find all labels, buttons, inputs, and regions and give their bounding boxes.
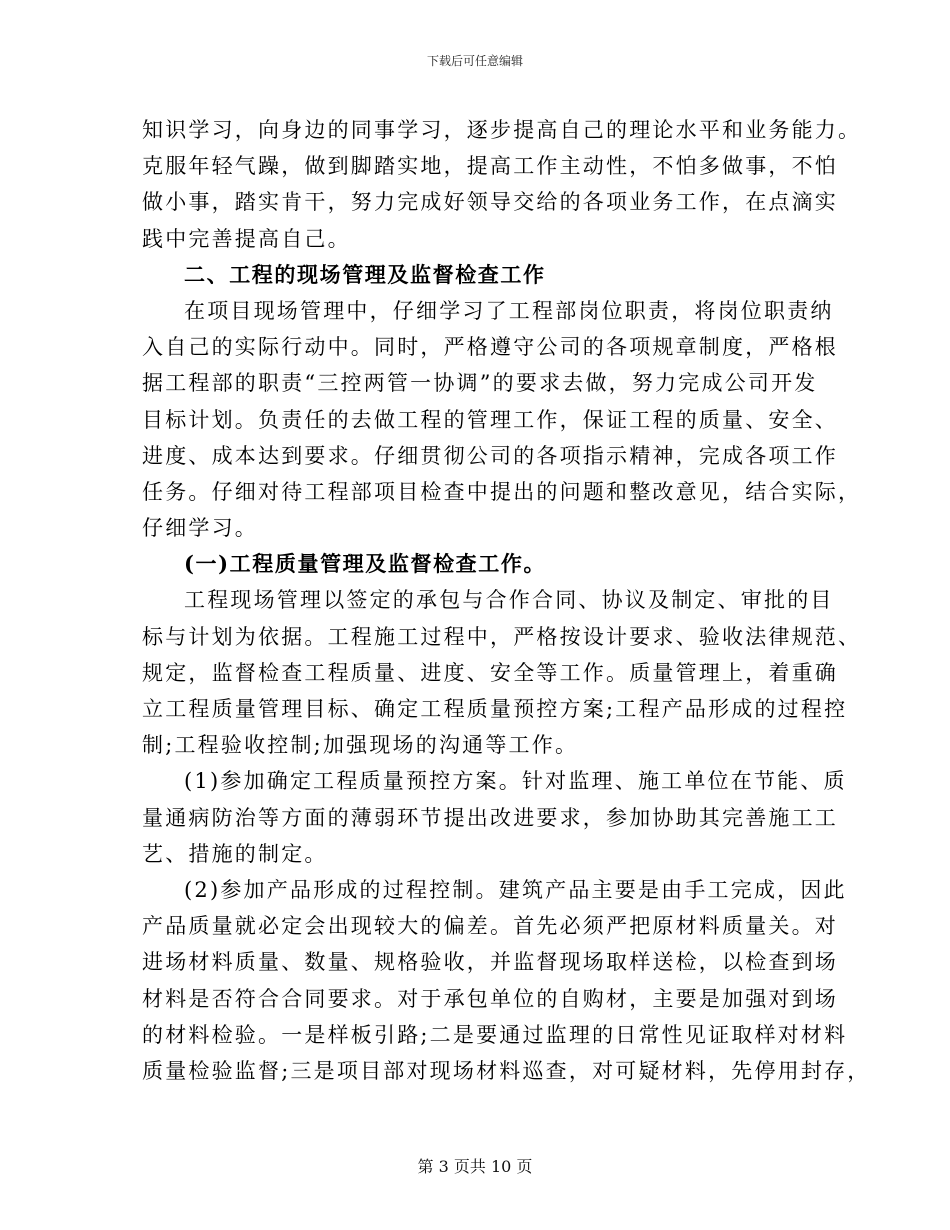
text-line: 产品质量就必定会出现较大的偏差。首先必须严把原材料质量关。对 bbox=[142, 914, 838, 939]
text-line: 制;工程验收控制;加强现场的沟通等工作。 bbox=[142, 733, 579, 758]
text-line: 规定，监督检查工程质量、进度、安全等工作。质量管理上，着重确 bbox=[142, 660, 838, 685]
section-heading: 二、工程的现场管理及监督检查工作 bbox=[184, 261, 546, 287]
text-line: 克服年轻气躁，做到脚踏实地，提高工作主动性，不怕多做事，不怕 bbox=[142, 154, 838, 179]
text-line: 任务。仔细对待工程部项目检查中提出的问题和整改意见，结合实际， bbox=[142, 479, 862, 504]
text-line: 在项目现场管理中，仔细学习了工程部岗位职责，将岗位职责纳 bbox=[184, 298, 834, 323]
text-line: 仔细学习。 bbox=[142, 516, 258, 541]
text-line: (2)参加产品形成的过程控制。建筑产品主要是由手工完成，因此 bbox=[184, 877, 847, 902]
page-number: 第 3 页共 10 页 bbox=[417, 1157, 533, 1176]
text-line: 入自己的实际行动中。同时，严格遵守公司的各项规章制度，严格根 bbox=[142, 335, 838, 360]
text-line: 立工程质量管理目标、确定工程质量预控方案;工程产品形成的过程控 bbox=[142, 697, 848, 721]
text-line: 据工程部的职责“三控两管一协调”的要求去做，努力完成公司开发 bbox=[142, 371, 818, 396]
text-line: 工程现场管理以签定的承包与合作合同、协议及制定、审批的目 bbox=[184, 588, 834, 613]
text-line: 知识学习，向身边的同事学习，逐步提高自己的理论水平和业务能力。 bbox=[142, 118, 862, 142]
section-heading: (一)工程质量管理及监督检查工作。 bbox=[184, 551, 547, 577]
text-line: 艺、措施的制定。 bbox=[142, 841, 328, 866]
text-line: 的材料检验。一是样板引路;二是要通过监理的日常性见证取样对材料 bbox=[142, 1022, 848, 1047]
text-line: (1)参加确定工程质量预控方案。针对监理、施工单位在节能、质 bbox=[184, 769, 847, 794]
text-line: 目标计划。负责任的去做工程的管理工作，保证工程的质量、安全、 bbox=[142, 407, 838, 432]
text-line: 量通病防治等方面的薄弱环节提出改进要求，参加协助其完善施工工 bbox=[142, 805, 838, 830]
text-line: 践中完善提高自己。 bbox=[142, 226, 351, 251]
text-line: 质量检验监督;三是项目部对现场材料巡查，对可疑材料，先停用封存， bbox=[142, 1058, 871, 1083]
text-line: 进度、成本达到要求。仔细贯彻公司的各项指示精神，完成各项工作 bbox=[142, 443, 838, 468]
text-line: 进场材料质量、数量、规格验收，并监督现场取样送检，以检查到场 bbox=[142, 950, 838, 975]
document-body bbox=[142, 112, 871, 1089]
page-header: 下载后可任意编辑 bbox=[426, 54, 523, 68]
text-line: 做小事，踏实肯干，努力完成好领导交给的各项业务工作，在点滴实 bbox=[142, 190, 838, 215]
text-line: 标与计划为依据。工程施工过程中，严格按设计要求、验收法律规范、 bbox=[142, 624, 862, 649]
text-line: 材料是否符合合同要求。对于承包单位的自购材，主要是加强对到场 bbox=[142, 986, 838, 1011]
